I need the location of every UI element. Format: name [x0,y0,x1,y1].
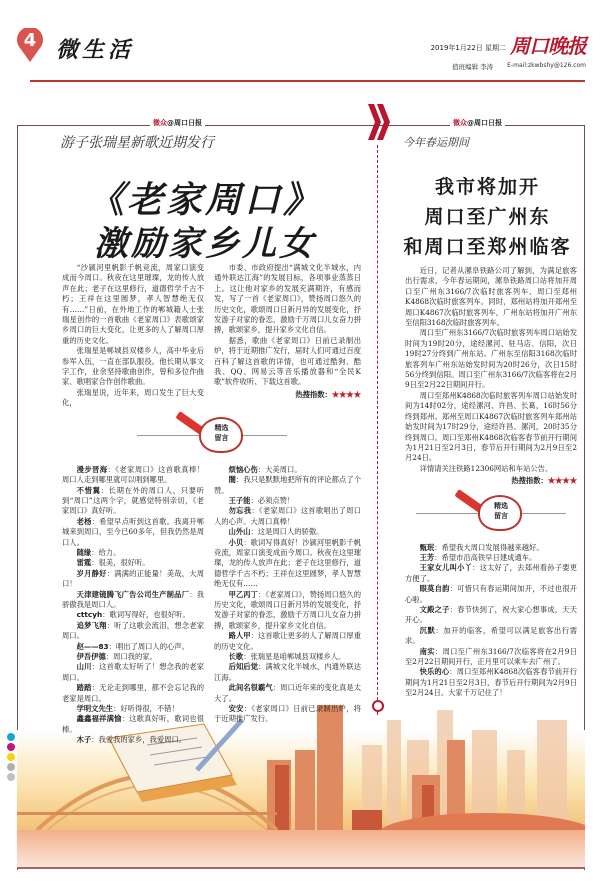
comment-author: 不惜翼 [76,485,101,495]
comment-author: 甄珉 [419,542,435,552]
comment-author: 勿忘我 [228,506,252,516]
comment-text: 唱出了周口人的心声。 [115,641,189,651]
comment-author: 烦恼心伤 [228,464,258,474]
comment-author: 小贝 [228,537,244,547]
right-headline-line3: 和周口至郑州临客 [403,236,572,258]
comment: 踏踏：无论走到哪里，都不会忘记我的老家是周口。 [62,683,205,703]
comment: 雷霆：很美，很好听。 [76,558,150,568]
comment-text: 这是周口人的骄傲。 [257,527,324,537]
comment: 鑫鑫福祥满愉：这歌真好听，歌词也很棒。 [62,714,205,734]
paragraph: 市委、市政府提出“满城文化半城水，内通外联达江海”的发展目标，各项事业蒸蒸日上。这让他对家乡的发展充满期许，有感而发，写了一首《老家周口》，赞扬周口悠久的历史文化，歌颂周口日新月异的发展变化，抒发游子对家的眷恋，激励千万周口儿女奋力拼搏，歌颂家乡，提升家乡文化自信。 [214,263,361,335]
comment-author: cttcyh [76,610,103,620]
comment-author: 长歌 [228,652,244,661]
comment: 王芳：希望市沿高铁早日建成通车。 [419,552,537,562]
comment-author: 甲乙丙丁 [228,589,259,599]
comment: 快乐的心：周口至郑州K4868次临客春节前开行期间为1月21日至2月3日，春节后开行期间为2月9日至2月24日。大家千万记住了！ [405,667,578,698]
comment: 木子：我爱我的家乡，我爱周口。 [76,735,187,745]
right-kicker: 今年春运期间 [403,136,469,149]
column-divider [377,145,378,715]
comment: 文殿之子：春节快到了，祝大家心想事成，天天开心。 [405,604,578,625]
comment-text: 我爱我的家乡，我爱周口。 [98,735,187,745]
comment-author: 天津建镜腾飞广告公司生产制品厂 [76,589,190,599]
comment-author: 此间名很霸气 [228,683,273,693]
comment-author: 快乐的心 [419,667,450,677]
comment-author: 王芳 [419,552,435,562]
chevron-right-icon [368,104,390,140]
comment-author: 眼莫自韵 [419,584,450,594]
comment: 学明文先生：好听得很，不错！ [76,704,179,714]
comment-author: 王子能 [228,495,251,505]
comment-author: 追梦飞翔 [76,620,107,630]
source-tag-left: 微众@周口日报 [150,118,205,128]
comment: 天津建镜腾飞广告公司生产制品厂：我骄傲我是周口人。 [62,589,205,609]
comment-text: 《老家周口》这首歌唱出了周口人的心声。大周口真棒！ [214,506,362,526]
comment: 甲乙丙丁：《老家周口》，赞扬周口悠久的历史文化，歌颂周口日新月异的发展变化，抒发游子对家的眷恋，激励千万周口儿女奋力拼搏，歌颂家乡，提升家乡文化自信。 [214,589,362,630]
comment: 赵——83：唱出了周口人的心声。 [76,641,189,651]
comment-text: 这首歌太好听了！想念我的老家周口。 [62,662,205,682]
left-comments-col1 [62,465,204,746]
comment: cttcyh：歌词写得好，也很好听。 [76,610,190,620]
left-kicker: 游子张瑞星新歌近期发行 [60,135,214,151]
comment: 随缘：给力。 [76,547,121,557]
left-headline-line1: 《老家周口》 [87,179,322,221]
comment-text: 《老家周口》日前已录制出炉，将于近期推广发行。 [214,704,362,724]
paragraph: 张瑞星是郸城县双楼乡人，高中毕业后参军入伍，一直在部队服役。他长期从事文字工作，业余坚持歌曲创作，曾和多位作曲家、歌唱家合作创作歌曲。 [62,346,204,387]
comment: 小贝：歌词写得真好！沙颍河里帆影千帆竞流，周家口演变成而今周口。秋夜在这里璀璨，龙的传人放声在此；老子在这里修行，道德哲学千古不朽；王祥在这里圆梦，孝人智慧绝无仅有…… [214,537,361,589]
comment-text: 希望市沿高铁早日建成通车。 [441,552,537,562]
comment: 王子能：必须点赞！ [228,495,295,505]
left-body-col2-wrap [214,263,361,409]
comment-author: 伊吾伊德 [76,652,106,661]
right-headline-line1: 我市将加开 [434,176,540,198]
comment-author: 岁月静好 [76,568,107,578]
comment: 眼莫自韵：可惜只有春运期间加开，不过也很开心啦。 [405,584,578,604]
comment: 甄珉：希望我大周口发展得越来越好。 [419,542,544,552]
comment: 伊吾伊德：周口我的家。 [76,652,157,661]
comment-text: 满满的正能量！美哉，大周口！ [62,568,205,589]
comment: 山川：这首歌太好听了！想念我的老家周口。 [62,662,205,682]
comment-text: 无论走到哪里，都不会忘记我的老家是周口。 [62,683,205,703]
header-rule [30,80,585,82]
comment-text: 加开的临客，希望可以满足旅客出行需求。 [405,625,578,646]
comment-text: 希望早点听到这首歌。我离开郸城来到周口，至今已60多年，但我仍然是周口人。 [62,516,205,547]
comment-author: 踏踏 [76,683,92,693]
comment-text: 周口近年来的变化真是太大了。 [214,683,361,703]
left-headline-line2: 激励家乡儿女 [94,224,316,264]
contact-email: E-mail:zkwbshy@126.com [507,62,586,69]
comment-text: 周口我的家。 [113,652,157,661]
paragraph: 周口至广州东3166/7次临时旅客列车周口站始发时间为19时20分，途经漯河、驻马店、信阳，次日19时27分终到广州东站。广州东至信阳3168次临时旅客列车广州东站始发时间为20时26分，次日15时56分终到信阳。周口至广州东3166/7次临客将在2月9日至2月22日期间开行。 [405,328,577,390]
paragraph: 周口至郑州K4868次临时旅客列车周口站始发时间为14时02分，途经漯河、许昌、长葛，16时56分终到郑州。郑州至周口K4867次临时旅客列车郑州站始发时间为17时29分，途经许昌、漯河，20时35分终到周口。周口至郑州K4868次临客春节前开行期间为1月21日至2月3日，春节后开行期间为2月9日至2月24日。 [405,390,577,463]
comment-author: 山外山 [228,527,251,537]
comment-text: 我只是默默地把所有的评论都点了个赞。 [214,475,361,495]
comment-text: 长期在外的周口人，只要听到“周口”这两个字，就感觉特别亲切，《老家周口》真好听。 [62,485,205,516]
comment-text: 歌词写得好，也很好听。 [109,610,190,620]
comment-text: 给力。 [98,547,121,557]
right-heat-index: 热搜指数：★★★★ [511,476,577,486]
comment-author: 南实 [419,646,435,656]
comment-text: 《老家周口》这首歌真棒！周口人走到哪里就可以唱到哪里。 [62,464,204,485]
comment: 闇：我只是默默地把所有的评论都点了个赞。 [214,475,361,495]
comment-author: 沉默 [419,625,436,635]
comment-text: 可惜只有春运期间加开，不过也很开心啦。 [405,584,578,604]
comment-text: 周口至广州东3166/7次临客将在2月9日至2月22日期间开行，正月里可以乘车去广州了。 [405,646,578,666]
comment-author: 路人甲 [228,631,251,641]
masthead [431,30,586,59]
comment: 此间名很霸气：周口近年来的变化真是太大了。 [214,683,361,703]
paragraph: 张瑞星说，近年来，周口发生了巨大变化， [62,387,204,408]
comment-text: 满城文化半城水，内通外联达江海。 [214,662,361,682]
comment: 山外山：这是周口人的骄傲。 [228,527,324,537]
comment-text: 《老家周口》，赞扬周口悠久的历史文化，歌颂周口日新月异的发展变化，抒发游子对家的眷恋，激励千万周口儿女奋力拼搏，歌颂家乡，提升家乡文化自信。 [214,589,362,630]
right-comments [405,543,577,699]
comment-text: 很美，很好听。 [98,558,150,568]
right-article-content [405,266,577,699]
comment-text: 张瑞星是咱郸城县双楼乡人。 [250,652,346,661]
page-number: 4 [23,30,37,51]
section-title: 微生活 [56,37,135,63]
left-body-col1 [62,263,204,409]
comment: 长歌：张瑞星是咱郸城县双楼乡人。 [228,652,346,661]
comment-author: 闇 [228,475,236,485]
comment: 沉默：加开的临客，希望可以满足旅客出行需求。 [405,625,578,646]
issue-date: 2019年1月22日 星期二 [430,44,506,52]
selected-comments-badge-left: 精选 留言 [137,417,287,457]
paragraph: 详情请关注铁路12306网站和车站公告。 [419,463,553,473]
comment-text: 听了这歌会流泪，想念老家周口。 [62,620,205,641]
comment-author: 随缘 [76,547,92,557]
comment-author: 后知后觉 [228,662,259,672]
paragraph: “沙颍河里帆影千帆竞流，周家口演变成而今周口。秋夜在这里璀璨，龙的传人放声在此；老子在这里修行，道德哲学千古不朽；王祥在这里圆梦，孝人智慧绝无仅有……”日前，在外地工作的郸城籍人士张瑞星创作的一首歌曲《老家周口》表歌颂家乡周口的巨大变化，让更多的人了解周口厚重的历史文化。 [62,263,204,345]
paragraph: 据悉，歌曲《老家周口》日前已录制出炉，将于近期推广发行，届时人们可通过百度百科了解这首歌的详情，也可通过酷狗、酷我、QQ、网易云等音乐播放器和“全民K歌”软件收听、下载这首歌。 [214,335,361,387]
right-headline-line2: 周口至广州东 [424,206,551,228]
comment-text: 这太好了，去郑州看孙子要更方便了。 [405,563,578,583]
comment: 追梦飞翔：听了这歌会流泪，想念老家周口。 [62,620,205,641]
comment-author: 鑫鑫福祥满愉 [76,714,122,724]
comment-author: 雷霆 [76,558,92,568]
comment: 漫步晋海：《老家周口》这首歌真棒！周口人走到哪里就可以唱到哪里。 [62,464,204,485]
newspaper-logo: 周口晚报 [510,34,586,58]
comment-author: 漫步晋海 [76,464,108,474]
comment-author: 木子 [76,735,92,745]
comment-text: 我骄傲我是周口人。 [62,589,205,609]
comment-author: 老杨 [76,516,92,526]
comment: 南实：周口至广州东3166/7次临客将在2月9日至2月22日期间开行，正月里可以乘车去广州了。 [405,646,578,666]
comment-text: 春节快到了，祝大家心想事成，天天开心。 [405,604,578,625]
selected-comments-badge-right: 精选 留言 [416,495,566,535]
left-body-col2 [214,263,361,388]
comment-text: 好听得很，不错！ [120,704,179,714]
comment-text: 歌词写得真好！沙颍河里帆影千帆竞流，周家口演变成而今周口。秋夜在这里璀璨，龙的传人放声在此；老子在这里修行，道德哲学千古不朽；王祥在这里圆梦，孝人智慧绝无仅有…… [214,537,361,589]
comment-text: 必须点赞！ [257,495,295,505]
editor-credit: 值班编辑 李涛 [452,63,494,71]
comment-text: 希望我大周口发展得越来越好。 [441,542,544,552]
comment: 老杨：希望早点听到这首歌。我离开郸城来到周口，至今已60多年，但我仍然是周口人。 [62,516,205,547]
paragraph: 近日，记者从漯阜铁路公司了解到，为满足旅客出行需求，今年春运期间，漯阜铁路周口站将加开周口至广州东3166/7次临时旅客列车、周口至郑州K4868次临时旅客列车。同时，郑州站将加开郑州至周口K4867次临时旅客列车，广州东站将加开广州东至信阳3168次临时旅客列车。 [405,266,577,328]
source-tag-right: 微众@周口日报 [450,118,505,128]
comment: 勿忘我：《老家周口》这首歌唱出了周口人的心声。大周口真棒！ [214,506,362,526]
left-article-content [62,263,361,746]
comment: 烦恼心伤：大美周口。 [228,464,302,474]
comment-author: 学明文先生 [76,704,114,714]
comment-author: 赵——83 [76,641,109,651]
comment-text: 这首歌让更多的人了解周口厚重的历史文化。 [214,631,361,651]
comment: 岁月静好：满满的正能量！美哉，大周口！ [62,568,205,589]
comment-author: 山川 [76,662,92,672]
comment: 后知后觉：满城文化半城水，内通外联达江海。 [214,662,361,682]
heat-stars: ★★★★ [547,476,577,486]
comment-text: 这歌真好听，歌词也很棒。 [62,714,205,734]
right-body [405,266,577,474]
comment: 安安：《老家周口》日前已录制出炉，将于近期推广发行。 [214,704,362,724]
comment-text: 周口至郑州K4868次临客春节前开行期间为1月21日至2月3日，春节后开行期间为2月9日至2月24日。大家千万记住了！ [405,667,578,698]
masthead-credits [452,62,586,71]
color-registration-marks [7,733,15,783]
comment-author: 王家女儿叫小丫 [419,563,473,573]
left-comments-col2 [214,465,361,746]
comment: 不惜翼：长期在外的周口人，只要听到“周口”这两个字，就感觉特别亲切，《老家周口》真好听。 [62,485,205,516]
comment-author: 安安 [228,704,244,714]
comment: 王家女儿叫小丫：这太好了，去郑州看孙子要更方便了。 [405,563,578,583]
comment-author: 文殿之子 [419,604,450,614]
comment: 路人甲：这首歌让更多的人了解周口厚重的历史文化。 [214,631,361,651]
left-heat-index: 热搜指数：★★★★ [295,389,361,399]
heat-stars: ★★★★ [331,389,361,399]
comment-text: 大美周口。 [265,464,302,474]
